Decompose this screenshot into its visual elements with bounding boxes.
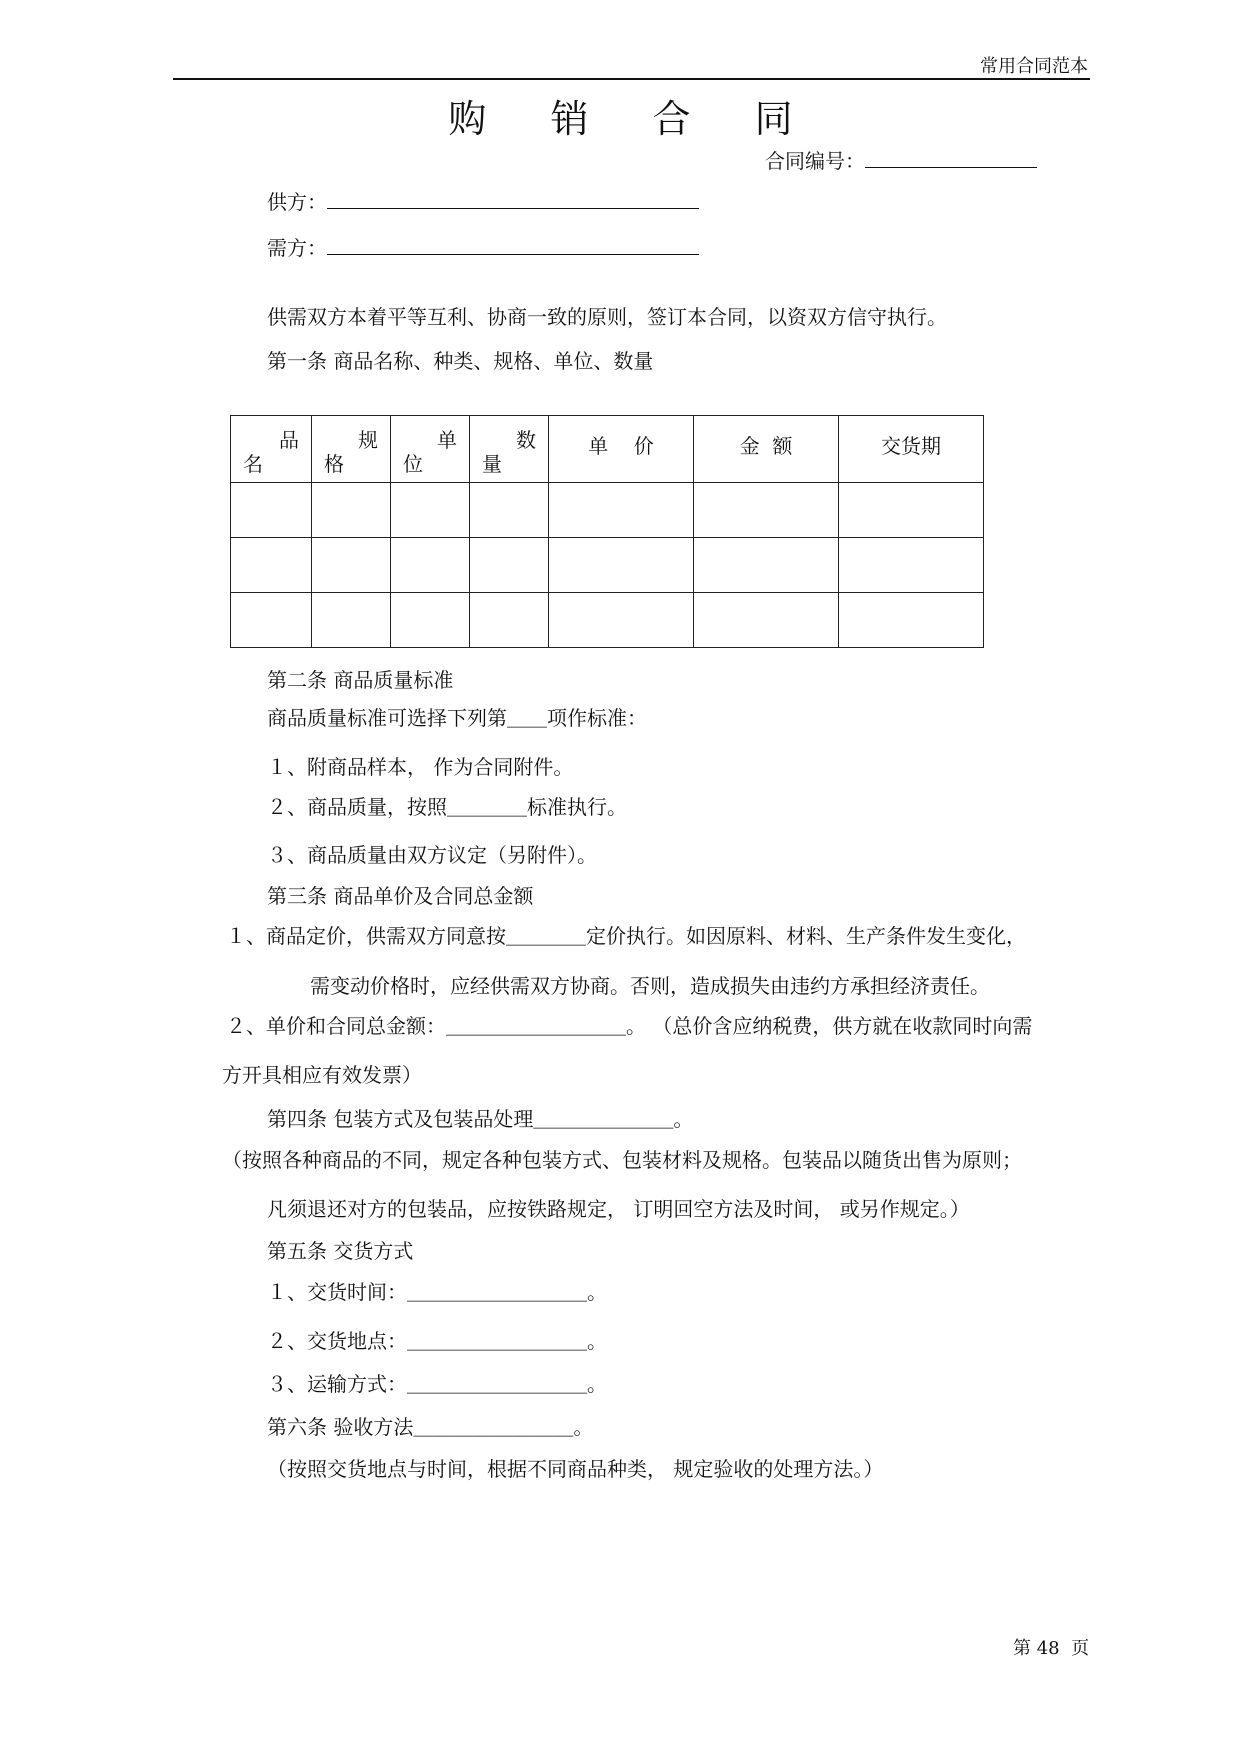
header-cell-quantity: 数 量 [470,416,549,483]
table-cell [391,538,470,593]
table-cell [470,538,549,593]
article-6-note: （按照交货地点与时间，根据不同商品种类， 规定验收的处理方法。） [267,1457,884,1481]
article-2-item-3: ３、商品质量由双方议定（另附件）。 [267,843,597,867]
table-row [231,593,984,648]
article-2-title: 第二条 商品质量标准 [267,668,454,692]
header-rule [173,78,1090,80]
article-2-item-2: ２、商品质量，按照＿＿＿＿标准执行。 [267,795,627,819]
article-5-item-3: ３、运输方式：＿＿＿＿＿＿＿＿＿。 [267,1372,607,1396]
header-cell-spec: 规 格 [312,416,391,483]
table-cell [694,538,839,593]
article-3-title: 第三条 商品单价及合同总金额 [267,884,534,908]
table-cell [549,483,694,538]
table-cell [312,483,391,538]
table-cell [231,593,312,648]
running-header: 常用合同范本 [980,56,1088,77]
article-6-title: 第六条 验收方法＿＿＿＿＿＿＿＿。 [267,1415,594,1439]
intro-paragraph: 供需双方本着平等互利、协商一致的原则，签订本合同，以资双方信守执行。 [267,305,947,329]
article-3-item-2-cont: 方开具相应有效发票） [222,1063,422,1087]
header-cell-unit-price: 单 价 [549,416,694,483]
table-cell [694,483,839,538]
supplier-blank [327,192,699,209]
article-5-item-2: ２、交货地点：＿＿＿＿＿＿＿＿＿。 [267,1329,607,1353]
article-4-note: （按照各种商品的不同，规定各种包装方式、包装材料及规格。包装品以随货出售为原则； [222,1148,1022,1172]
header-cell-name: 品 名 [231,416,312,483]
table-cell [470,593,549,648]
article-3-item-1-cont: 需变动价格时，应经供需双方协商。否则，造成损失由违约方承担经济责任。 [310,974,990,998]
buyer-label: 需方： [267,236,327,260]
article-5-title: 第五条 交货方式 [267,1239,414,1263]
table-cell [549,538,694,593]
table-cell [231,538,312,593]
table-row [231,483,984,538]
table-cell [694,593,839,648]
goods-table [230,415,984,648]
table-cell [231,483,312,538]
document-title: 购 销 合 同 [448,97,819,141]
article-2-item-1: １、附商品样本， 作为合同附件。 [267,755,574,779]
page-number: 第 48 页 [1013,1638,1090,1659]
header-cell-unit: 单 位 [391,416,470,483]
header-cell-amount: 金 额 [694,416,839,483]
table-header-row [231,416,984,483]
article-4-title: 第四条 包装方式及包装品处理＿＿＿＿＿＿＿。 [267,1107,694,1131]
buyer-line [267,232,699,261]
table-cell [549,593,694,648]
contract-number-blank [865,151,1037,168]
buyer-blank [327,238,699,255]
article-4-note-cont: 凡须退还对方的包装品，应按铁路规定， 订明回空方法及时间， 或另作规定。） [267,1197,970,1221]
article-1-title: 第一条 商品名称、种类、规格、单位、数量 [267,349,654,373]
table-cell [312,593,391,648]
article-2-intro: 商品质量标准可选择下列第＿＿项作标准： [267,706,647,730]
article-5-item-1: １、交货时间：＿＿＿＿＿＿＿＿＿。 [267,1280,607,1304]
article-3-item-1: １、商品定价，供需双方同意按＿＿＿＿定价执行。如因原料、材料、生产条件发生变化， [226,924,1026,948]
table-cell [470,483,549,538]
table-cell [839,483,984,538]
supplier-label: 供方： [267,190,327,214]
supplier-line [267,186,699,215]
table-cell [839,593,984,648]
contract-number [765,145,1037,174]
table-cell [391,593,470,648]
header-cell-delivery-date: 交货期 [839,416,984,483]
table-cell [312,538,391,593]
article-3-item-2: ２、单价和合同总金额：＿＿＿＿＿＿＿＿＿。 （总价含应纳税费，供方就在收款同时向需 [226,1014,1033,1038]
table-cell [839,538,984,593]
table-row [231,538,984,593]
table-cell [391,483,470,538]
contract-number-label: 合同编号： [765,149,865,173]
